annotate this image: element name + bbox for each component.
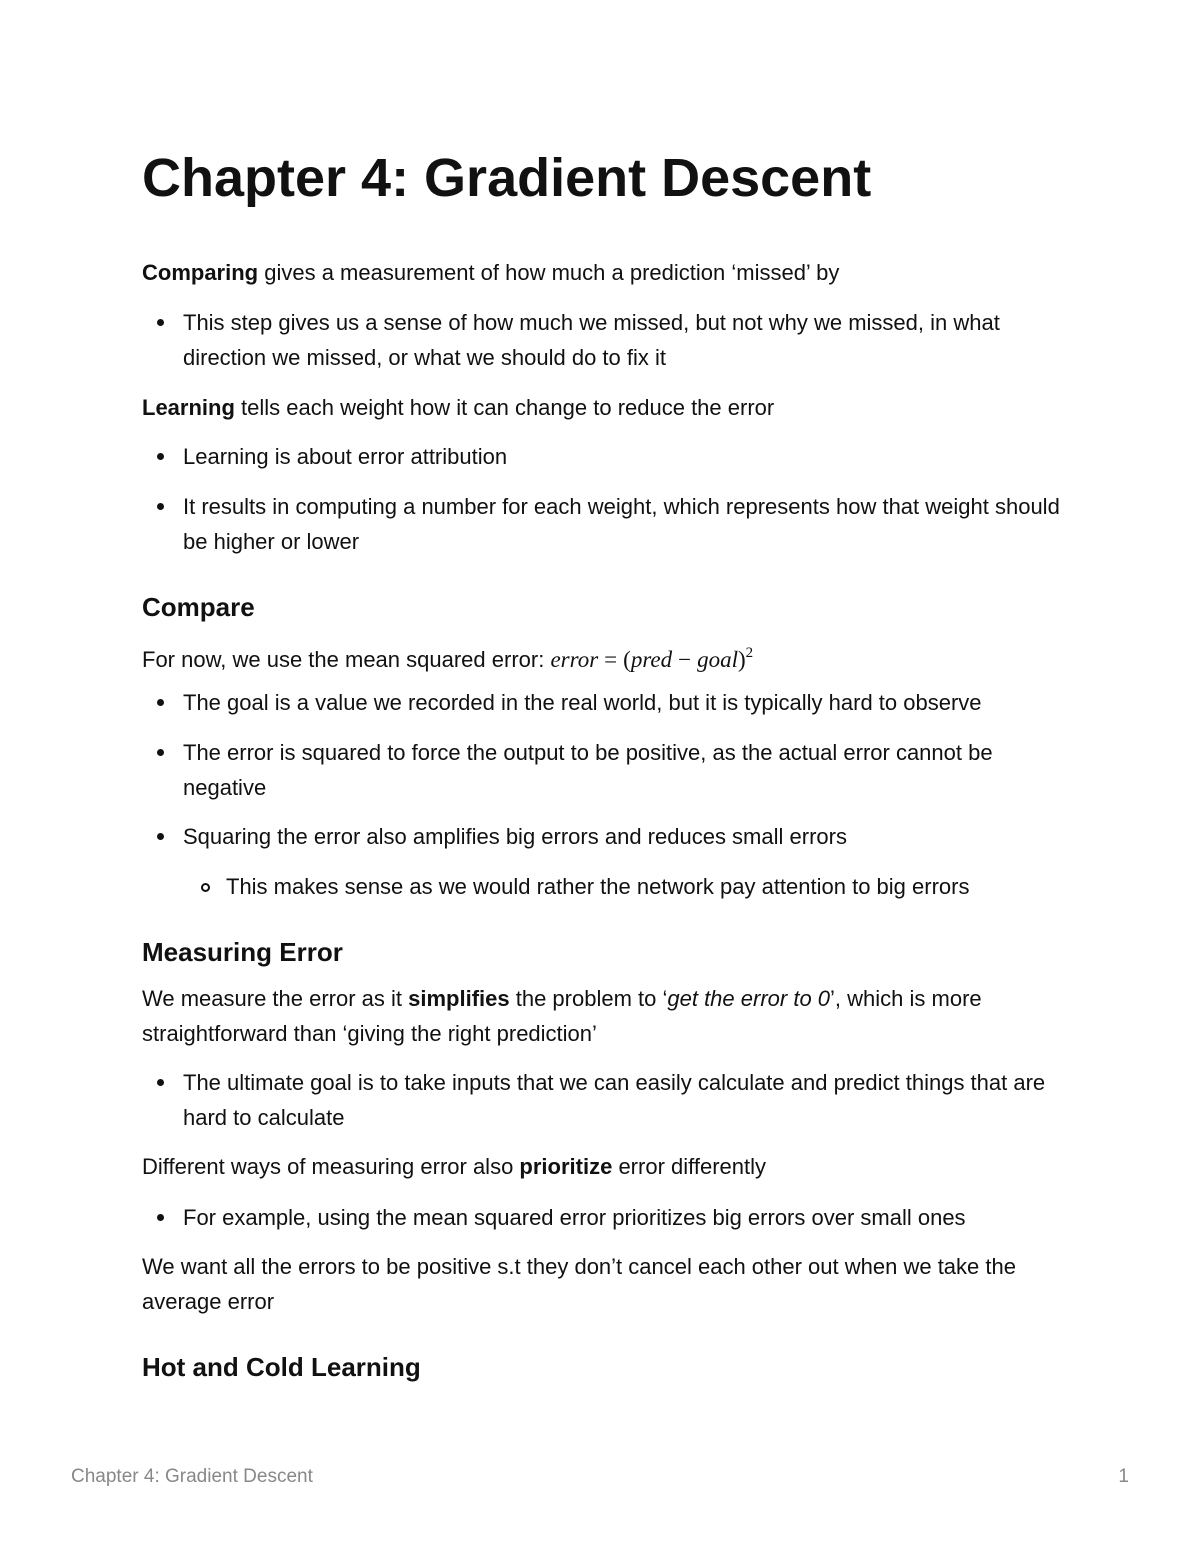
comparing-bullet-text: This step gives us a sense of how much we missed, but not why we missed, in what direction we missed, or what we should do to fix it bbox=[183, 310, 1000, 370]
learning-paragraph bbox=[142, 390, 1072, 425]
section-heading-hot-cold-learning: Hot and Cold Learning bbox=[142, 1352, 421, 1382]
list-item bbox=[183, 1065, 1073, 1135]
compare-bullet-text: The error is squared to force the output to be positive, as the actual error cannot be negative bbox=[183, 740, 993, 800]
formula-lhs: error bbox=[550, 647, 599, 672]
formula-minus: − bbox=[678, 647, 692, 672]
measuring-paragraph-1 bbox=[142, 981, 1072, 1051]
mse-formula bbox=[550, 647, 753, 672]
measuring-paragraph-2 bbox=[142, 1149, 1072, 1184]
comparing-term: Comparing bbox=[142, 260, 259, 285]
formula-close-paren: ) bbox=[738, 647, 746, 672]
learning-term: Learning bbox=[142, 395, 235, 420]
compare-sub-bullet-text: This makes sense as we would rather the network pay attention to big errors bbox=[226, 874, 970, 899]
section-heading-compare: Compare bbox=[142, 592, 255, 622]
measuring-paragraph-3 bbox=[142, 1249, 1072, 1319]
measuring-bullet-text: For example, using the mean squared error prioritizes big errors over small ones bbox=[183, 1205, 966, 1230]
measuring-text-d: Different ways of measuring error also bbox=[142, 1154, 520, 1179]
page-number: 1 bbox=[1118, 1466, 1129, 1487]
list-item bbox=[183, 819, 1073, 854]
comparing-text: gives a measurement of how much a prediction ‘missed’ by bbox=[258, 260, 840, 285]
measuring-text-b: the problem to ‘ bbox=[509, 986, 668, 1011]
sub-list-item bbox=[226, 869, 1076, 904]
compare-bullet-text: Squaring the error also amplifies big errors and reduces small errors bbox=[183, 824, 847, 849]
footer-title: Chapter 4: Gradient Descent bbox=[71, 1466, 313, 1487]
list-item bbox=[183, 489, 1073, 559]
measuring-text-e: error differently bbox=[612, 1154, 766, 1179]
measuring-italic-phrase: get the error to 0 bbox=[667, 986, 831, 1011]
section-heading-measuring-error: Measuring Error bbox=[142, 937, 343, 967]
list-item bbox=[183, 685, 1073, 720]
formula-exponent: 2 bbox=[745, 645, 754, 661]
measuring-bold-simplifies: simplifies bbox=[408, 986, 510, 1011]
list-item bbox=[183, 1200, 1073, 1235]
compare-paragraph bbox=[142, 636, 1072, 677]
measuring-text-c: ’, which is more straightforward than ‘giving the right prediction’ bbox=[142, 986, 982, 1046]
comparing-paragraph bbox=[142, 255, 1072, 290]
learning-text: tells each weight how it can change to reduce the error bbox=[234, 395, 775, 420]
learning-bullet-text: Learning is about error attribution bbox=[183, 444, 508, 469]
measuring-bold-prioritize: prioritize bbox=[519, 1154, 613, 1179]
formula-pred: pred bbox=[630, 647, 673, 672]
compare-lead-text: For now, we use the mean squared error: bbox=[142, 647, 551, 672]
page-title: Chapter 4: Gradient Descent bbox=[142, 148, 872, 208]
measuring-text-f: We want all the errors to be positive s.t they don’t cancel each other out when we take the average error bbox=[142, 1254, 1016, 1314]
formula-equals: = bbox=[604, 647, 618, 672]
measuring-bullet-text: The ultimate goal is to take inputs that we can easily calculate and predict things that are hard to calculate bbox=[183, 1070, 1046, 1130]
formula-goal: goal bbox=[697, 647, 738, 672]
formula-open-paren: ( bbox=[623, 647, 631, 672]
learning-bullet-text: It results in computing a number for each weight, which represents how that weight should be higher or lower bbox=[183, 494, 1060, 554]
list-item bbox=[183, 305, 1073, 375]
list-item bbox=[183, 439, 1073, 474]
measuring-text-a: We measure the error as it bbox=[142, 986, 409, 1011]
compare-bullet-text: The goal is a value we recorded in the real world, but it is typically hard to observe bbox=[183, 690, 982, 715]
list-item bbox=[183, 735, 1073, 805]
